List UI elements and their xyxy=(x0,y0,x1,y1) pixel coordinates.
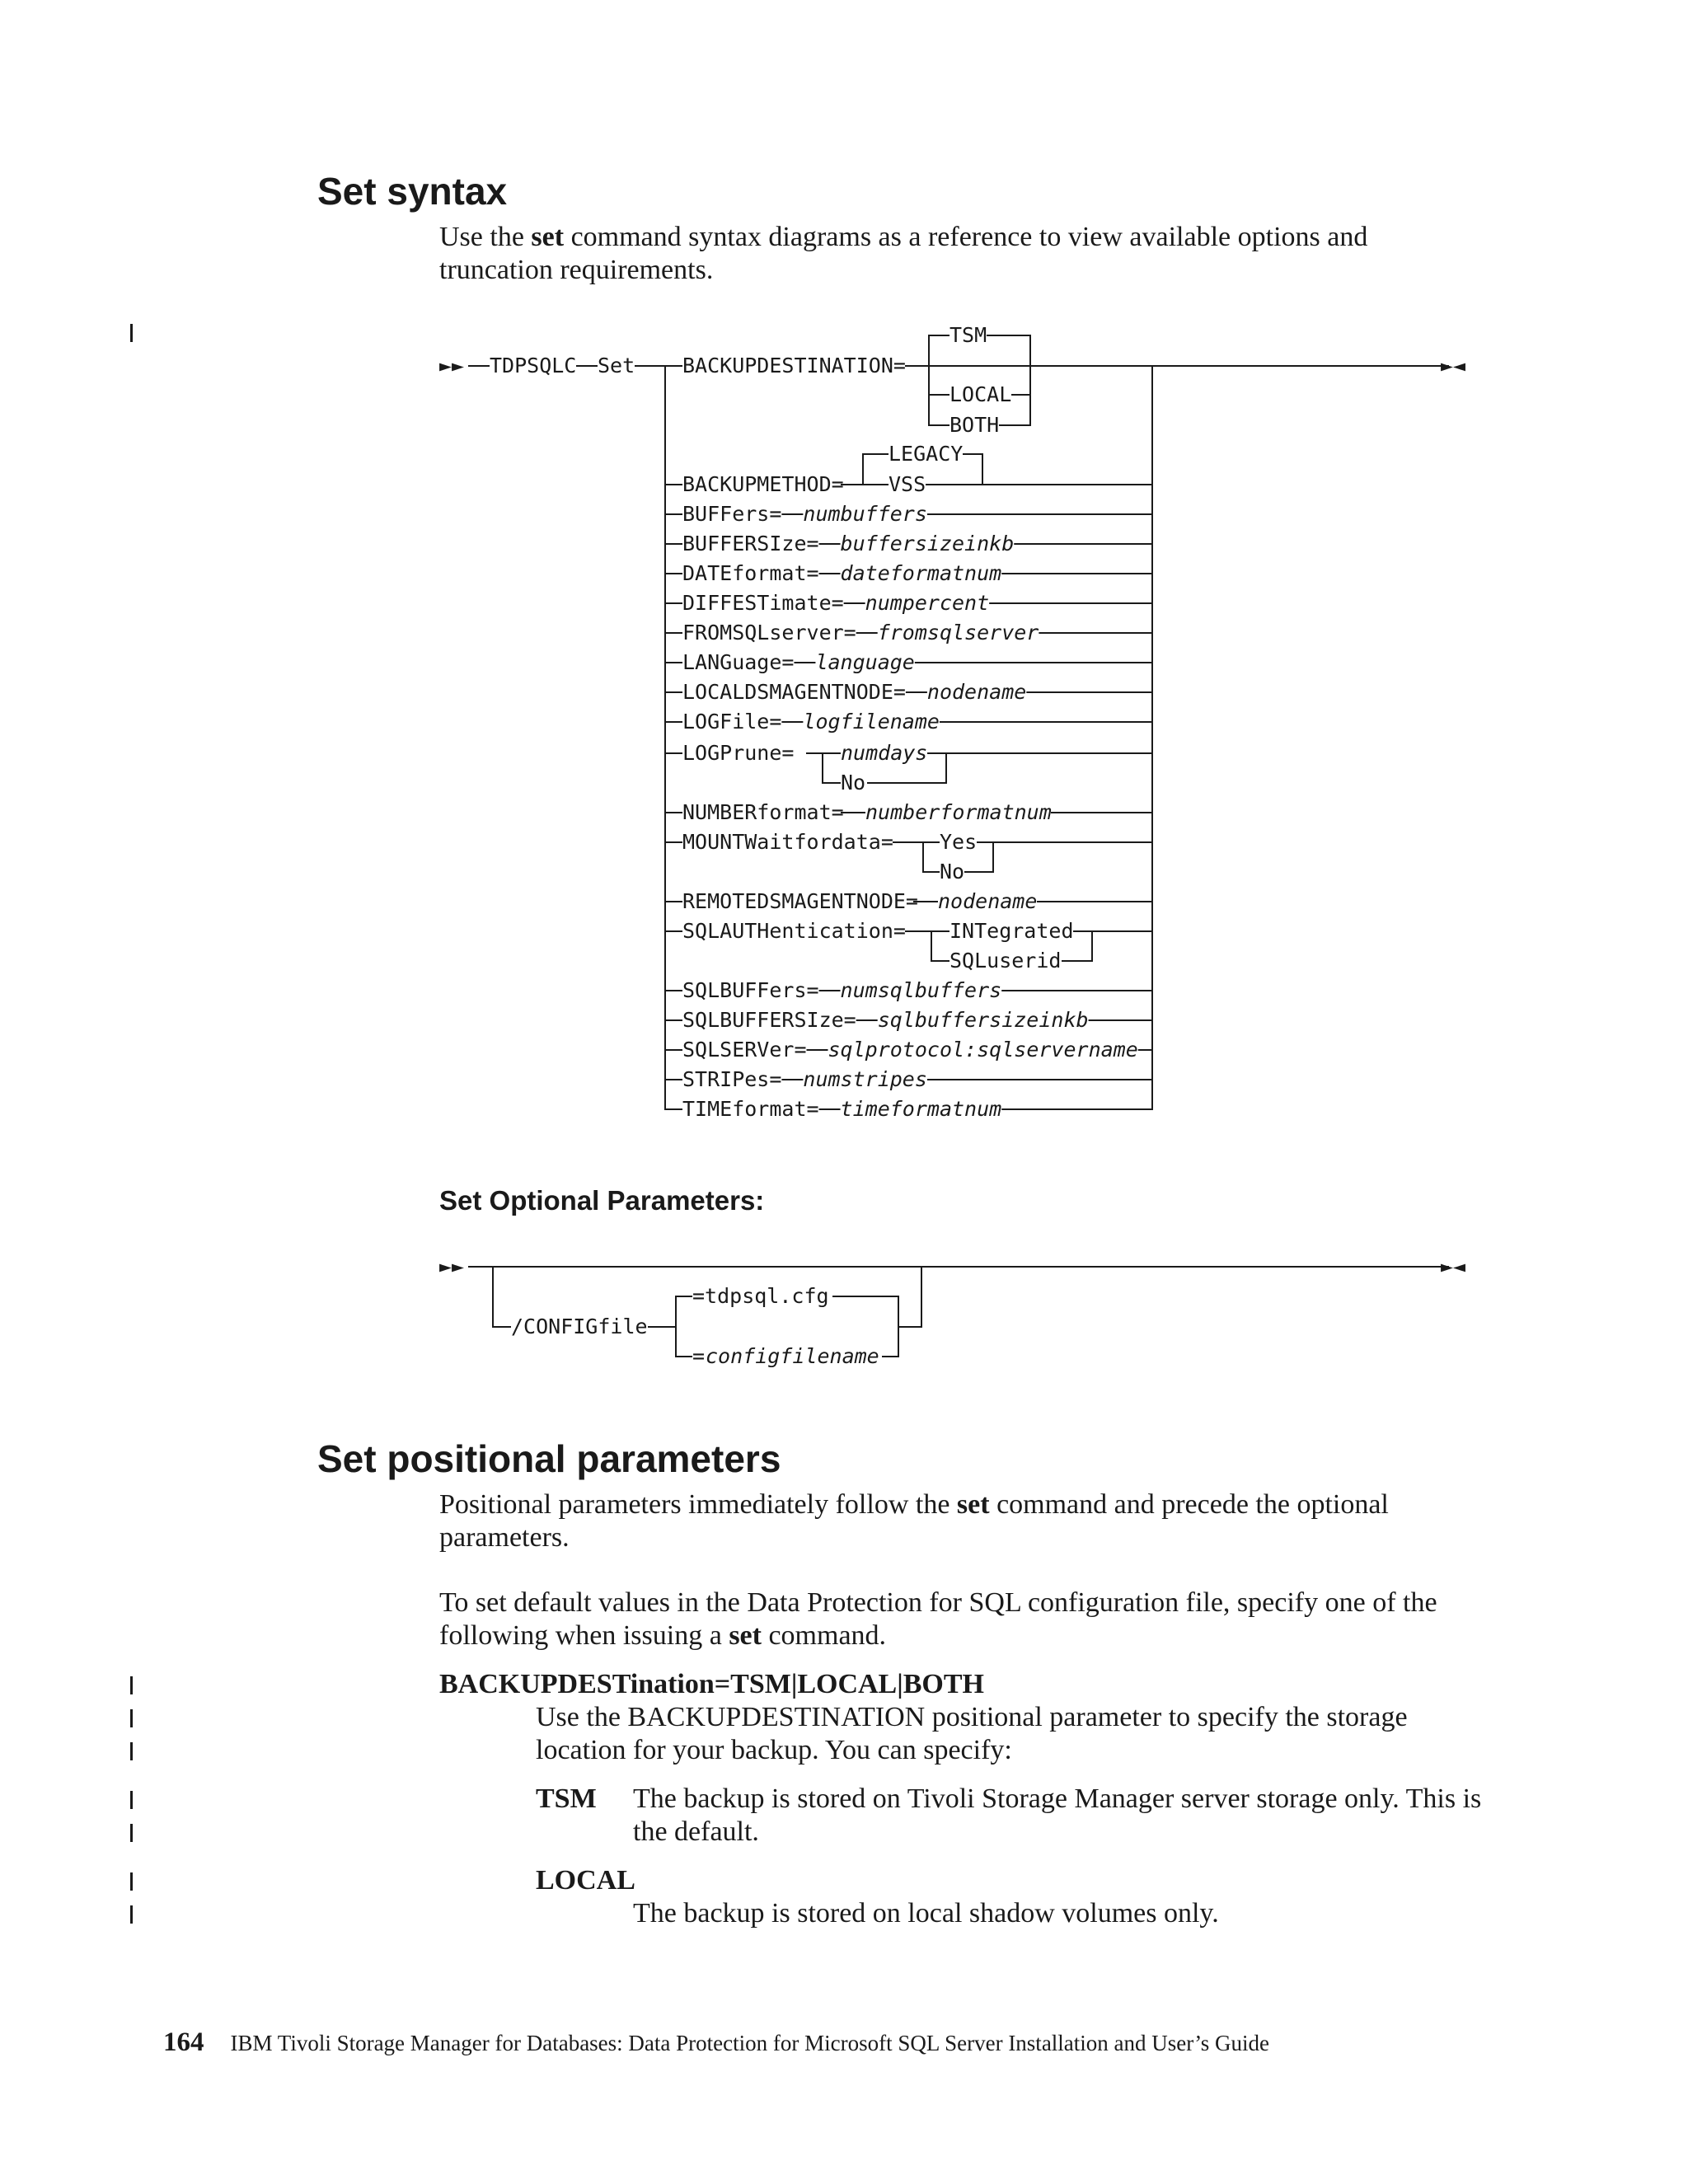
param-value: timeformatnum xyxy=(840,1097,1002,1121)
configfile-alt-prefix: = xyxy=(692,1344,706,1368)
param-keyword: SQLBUFFers= xyxy=(682,978,819,1002)
change-bar xyxy=(130,1824,133,1842)
param-keyword: BUFFERSIze= xyxy=(682,532,819,555)
param-row xyxy=(665,621,1152,644)
param-value: numstripes xyxy=(803,1067,927,1091)
param-keyword: BUFFers= xyxy=(682,502,782,526)
param-row xyxy=(665,502,1152,526)
param-row xyxy=(665,978,1152,1002)
diagram-end-marker: ►◄ xyxy=(1441,354,1466,377)
optional-start-marker: ►► xyxy=(439,1254,465,1278)
param-keyword: LOCALDSMAGENTNODE= xyxy=(682,680,906,704)
param-keyword: LANGuage= xyxy=(682,650,795,674)
param-keyword: SQLSERVer= xyxy=(682,1038,807,1062)
option-local: LOCAL xyxy=(950,382,1012,406)
svg-text:No: No xyxy=(940,860,965,883)
backupmethod-row xyxy=(665,442,1152,496)
param-value: buffersizeinkb xyxy=(840,532,1015,555)
svg-text:SQLAUTHentication=: SQLAUTHentication= xyxy=(682,919,906,943)
configfile-default: =tdpsql.cfg xyxy=(692,1284,829,1308)
command-name: TDPSQLC xyxy=(490,354,577,377)
param-row xyxy=(665,680,1152,704)
param-keyword: TIMEformat= xyxy=(682,1097,819,1121)
param-row xyxy=(665,1097,1152,1121)
svg-text:nodename: nodename xyxy=(938,889,1038,913)
configfile-alt-value: configfilename xyxy=(706,1344,879,1368)
param-value: numbuffers xyxy=(803,502,927,526)
logprune-row xyxy=(665,741,1152,794)
param-row xyxy=(665,1008,1152,1032)
param-value: logfilename xyxy=(803,710,940,733)
remote-row xyxy=(665,889,1152,913)
section-heading-positional: Set positional parameters xyxy=(317,1437,781,1480)
term-backupdestination-desc: Use the BACKUPDESTINATION positional parameter to specify the storage location for your backup. You can specify: xyxy=(536,1702,1408,1765)
positional-paragraph-1: Positional parameters immediately follow the set command and precede the optional parameters. xyxy=(439,1489,1389,1553)
mountwait-row xyxy=(665,830,1152,883)
change-bar xyxy=(130,1791,133,1809)
svg-text:numberformatnum: numberformatnum xyxy=(865,800,1052,824)
diagram-start-marker: ►► xyxy=(439,354,465,377)
svg-text:BACKUPMETHOD=: BACKUPMETHOD= xyxy=(682,472,844,496)
optional-end-marker: ►◄ xyxy=(1441,1254,1466,1278)
optional-parameters-heading: Set Optional Parameters: xyxy=(439,1185,765,1216)
option-both: BOTH xyxy=(950,413,1000,437)
option-tsm: TSM xyxy=(950,323,987,347)
svg-text:Yes: Yes xyxy=(940,830,978,854)
param-value: fromsqlserver xyxy=(877,621,1039,644)
configfile-keyword: /CONFIGfile xyxy=(511,1315,648,1338)
param-keyword: FROMSQLserver= xyxy=(682,621,856,644)
option-legacy: LEGACY xyxy=(889,442,964,466)
param-row xyxy=(665,561,1152,585)
backupdest-keyword: BACKUPDESTINATION= xyxy=(682,354,906,377)
param-row xyxy=(665,1067,1152,1091)
section-heading-set-syntax: Set syntax xyxy=(317,170,508,213)
param-value: sqlprotocol:sqlservername xyxy=(828,1038,1138,1062)
svg-text:numdays: numdays xyxy=(841,741,928,765)
change-bar xyxy=(130,1905,133,1924)
param-keyword: SQLBUFFERSIze= xyxy=(682,1008,856,1032)
svg-text:LOGPrune=: LOGPrune= xyxy=(682,741,795,765)
param-value: dateformatnum xyxy=(840,561,1002,585)
positional-paragraph-2: To set default values in the Data Protection for SQL configuration file, specify one of the following when issuing a set command. xyxy=(439,1587,1437,1651)
subcommand-name: Set xyxy=(598,354,635,377)
param-keyword: DIFFESTimate= xyxy=(682,591,844,615)
param-row xyxy=(665,1038,1152,1062)
term-local: LOCAL xyxy=(536,1865,635,1896)
svg-text:SQLuserid: SQLuserid xyxy=(950,949,1062,972)
svg-text:No: No xyxy=(841,771,866,794)
book-title: IBM Tivoli Storage Manager for Databases: Data Protection for Microsoft SQL Server Installation and User’s Guide xyxy=(230,2031,1269,2055)
svg-text:MOUNTWaitfordata=: MOUNTWaitfordata= xyxy=(682,830,893,854)
svg-text:REMOTEDSMAGENTNODE=: REMOTEDSMAGENTNODE= xyxy=(682,889,918,913)
param-value: numsqlbuffers xyxy=(840,978,1002,1002)
term-local-desc: The backup is stored on local shadow volumes only. xyxy=(633,1898,1219,1929)
param-row xyxy=(665,532,1152,555)
page-number: 164 xyxy=(163,2027,204,2057)
param-keyword: DATEformat= xyxy=(682,561,819,585)
change-bar xyxy=(130,1742,133,1760)
change-bar xyxy=(130,1676,133,1694)
param-value: sqlbuffersizeinkb xyxy=(877,1008,1089,1032)
param-row xyxy=(665,591,1152,615)
param-keyword: LOGFile= xyxy=(682,710,782,733)
svg-text:INTegrated: INTegrated xyxy=(950,919,1074,943)
param-row xyxy=(665,710,1152,733)
change-bar xyxy=(130,1872,133,1891)
term-tsm: TSM xyxy=(536,1783,597,1814)
term-backupdestination: BACKUPDESTination=TSM|LOCAL|BOTH xyxy=(439,1669,984,1699)
sqlauth-row xyxy=(665,919,1152,972)
term-tsm-desc: The backup is stored on Tivoli Storage Manager server storage only. This is the default. xyxy=(633,1783,1482,1847)
param-row xyxy=(665,650,1152,674)
param-value: nodename xyxy=(926,680,1027,704)
numberformat-row xyxy=(665,800,1152,824)
option-vss: VSS xyxy=(889,472,926,496)
change-bar xyxy=(130,1709,133,1727)
svg-text:NUMBERformat=: NUMBERformat= xyxy=(682,800,844,824)
param-keyword: STRIPes= xyxy=(682,1067,782,1091)
intro-paragraph: Use the set command syntax diagrams as a reference to view available options and truncation requirements. xyxy=(439,222,1368,285)
param-value: numpercent xyxy=(865,591,990,615)
page-footer xyxy=(163,2027,1269,2058)
param-value: language xyxy=(815,650,915,674)
